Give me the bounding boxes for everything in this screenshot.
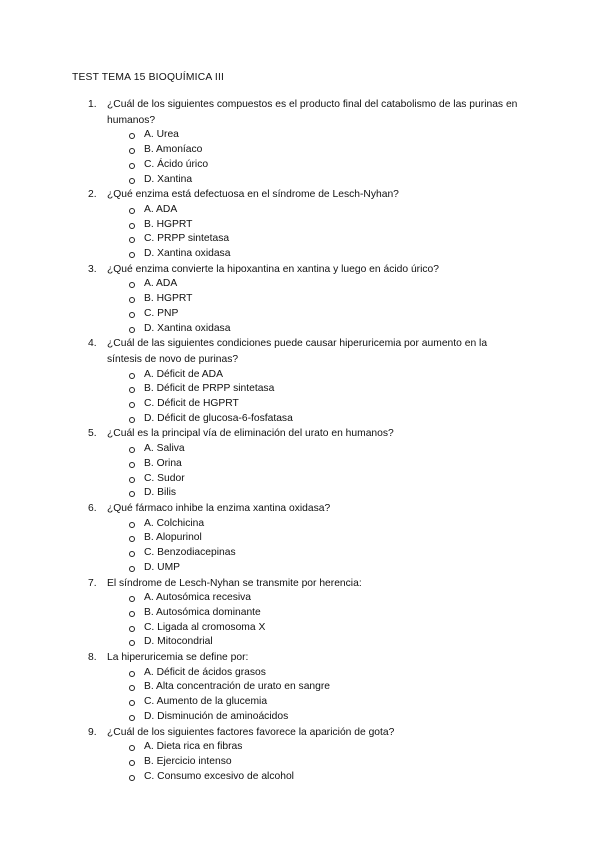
question-text: ¿Cuál de las siguientes condiciones puede causar hiperuricemia por aumento en la síntesis de novo de purinas?	[107, 338, 488, 365]
bullet-icon	[129, 297, 135, 303]
option-text: C. PNP	[144, 307, 179, 319]
question-text: ¿Qué enzima está defectuosa en el síndrome de Lesch-Nyhan?	[107, 189, 399, 201]
option-text: D. Mitocondrial	[144, 636, 213, 648]
bullet-icon	[129, 566, 135, 572]
option-text: A. Déficit de ácidos grasos	[144, 666, 266, 678]
question	[0, 576, 600, 651]
option-text: C. Ácido úrico	[144, 158, 209, 170]
option	[0, 143, 600, 158]
question	[0, 336, 600, 426]
question	[0, 650, 600, 725]
option-text: D. Bilis	[144, 487, 177, 499]
option	[0, 695, 600, 710]
bullet-icon	[129, 208, 135, 214]
bullet-icon	[129, 626, 135, 632]
option-text: D. Disminución de aminoácidos	[144, 710, 289, 722]
option	[0, 680, 600, 695]
question-number: 1.	[88, 99, 97, 110]
option	[0, 397, 600, 412]
option-text: A. Colchicina	[144, 517, 205, 529]
question-number: 3.	[88, 263, 97, 275]
bullet-icon	[129, 447, 135, 453]
option	[0, 457, 600, 472]
question-text: ¿Cuál es la principal vía de eliminación del urato en humanos?	[107, 428, 394, 440]
option-text: C. PRPP sintetasa	[144, 233, 230, 245]
option	[0, 247, 600, 262]
option	[0, 218, 600, 233]
question-list	[0, 97, 600, 784]
bullet-icon	[129, 477, 135, 483]
bullet-icon	[129, 237, 135, 243]
bullet-icon	[129, 760, 135, 766]
option-text: A. Déficit de ADA	[144, 368, 223, 380]
option	[0, 666, 600, 681]
question	[0, 97, 600, 187]
option-text: A. Dieta rica en fibras	[144, 741, 243, 753]
bullet-icon	[129, 223, 135, 229]
option	[0, 232, 600, 247]
option	[0, 203, 600, 218]
question-text: El síndrome de Lesch-Nyhan se transmite por herencia:	[107, 577, 362, 589]
bullet-icon	[129, 596, 135, 602]
option-text: B. Amoníaco	[144, 144, 203, 156]
bullet-icon	[129, 282, 135, 288]
question	[0, 501, 600, 576]
option	[0, 307, 600, 322]
option-text: B. Orina	[144, 457, 182, 469]
option	[0, 606, 600, 621]
option	[0, 486, 600, 501]
bullet-icon	[129, 775, 135, 781]
question	[0, 426, 600, 501]
bullet-icon	[129, 551, 135, 557]
bullet-icon	[129, 522, 135, 528]
bullet-icon	[129, 700, 135, 706]
bullet-icon	[129, 611, 135, 617]
bullet-icon	[129, 327, 135, 333]
option	[0, 770, 600, 785]
bullet-icon	[129, 373, 135, 379]
bullet-icon	[129, 312, 135, 318]
option	[0, 322, 600, 337]
option	[0, 635, 600, 650]
question-number: 9.	[88, 726, 97, 738]
option	[0, 277, 600, 292]
question	[0, 262, 600, 337]
bullet-icon	[129, 671, 135, 677]
option	[0, 561, 600, 576]
question-text: ¿Qué fármaco inhibe la enzima xantina oxidasa?	[107, 502, 331, 514]
bullet-icon	[129, 462, 135, 468]
question	[0, 725, 600, 785]
bullet-icon	[129, 178, 135, 184]
option	[0, 591, 600, 606]
option-text: D. Xantina	[144, 173, 193, 185]
option	[0, 740, 600, 755]
option-text: C. Sudor	[144, 472, 185, 484]
bullet-icon	[129, 163, 135, 169]
option-text: B. Alta concentración de urato en sangre	[144, 681, 331, 693]
option	[0, 292, 600, 307]
bullet-icon	[129, 536, 135, 542]
option	[0, 621, 600, 636]
option-text: A. Saliva	[144, 443, 185, 455]
option-text: C. Benzodiacepinas	[144, 547, 236, 559]
option-text: C. Aumento de la glucemia	[144, 696, 268, 708]
page-title: TEST TEMA 15 BIOQUÍMICA III	[72, 72, 225, 83]
option-text: B. Autosómica dominante	[144, 606, 261, 618]
option	[0, 158, 600, 173]
bullet-icon	[129, 387, 135, 393]
question-number: 5.	[88, 428, 97, 440]
option-text: A. Urea	[144, 129, 179, 141]
bullet-icon	[129, 491, 135, 497]
option	[0, 442, 600, 457]
bullet-icon	[129, 417, 135, 423]
bullet-icon	[129, 685, 135, 691]
option-text: C. Consumo excesivo de alcohol	[144, 770, 294, 782]
option	[0, 368, 600, 383]
question-text: ¿Cuál de los siguientes factores favorece la aparición de gota?	[107, 726, 395, 738]
question-number: 4.	[88, 338, 97, 350]
option-text: D. Déficit de glucosa-6-fosfatasa	[144, 412, 293, 424]
option-text: B. Alopurinol	[144, 532, 202, 544]
question-text: La hiperuricemia se define por:	[107, 652, 249, 664]
option	[0, 412, 600, 427]
option	[0, 472, 600, 487]
bullet-icon	[129, 252, 135, 258]
option	[0, 128, 600, 143]
option-text: C. Déficit de HGPRT	[144, 398, 239, 410]
option	[0, 546, 600, 561]
option	[0, 531, 600, 546]
option-text: B. Déficit de PRPP sintetasa	[144, 383, 275, 395]
question-text: ¿Qué enzima convierte la hipoxantina en xantina y luego en ácido úrico?	[107, 263, 439, 275]
bullet-icon	[129, 402, 135, 408]
option	[0, 710, 600, 725]
bullet-icon	[129, 133, 135, 139]
bullet-icon	[129, 640, 135, 646]
question-number: 8.	[88, 652, 97, 664]
option-text: D. UMP	[144, 561, 181, 573]
option	[0, 517, 600, 532]
option	[0, 755, 600, 770]
option-text: D. Xantina oxidasa	[144, 322, 231, 334]
option-text: C. Ligada al cromosoma X	[144, 621, 266, 633]
bullet-icon	[129, 745, 135, 751]
option-text: D. Xantina oxidasa	[144, 248, 231, 260]
bullet-icon	[129, 715, 135, 721]
option	[0, 382, 600, 397]
question-text: ¿Cuál de los siguientes compuestos es el producto final del catabolismo de las purinas en humanos?	[107, 99, 518, 126]
option-text: B. HGPRT	[144, 293, 193, 305]
question	[0, 187, 600, 262]
option-text: A. ADA	[144, 203, 178, 215]
option-text: A. ADA	[144, 278, 178, 290]
option-text: B. Ejercicio intenso	[144, 755, 232, 767]
question-number: 2.	[88, 189, 97, 201]
question-number: 6.	[88, 502, 97, 514]
option	[0, 173, 600, 188]
bullet-icon	[129, 148, 135, 154]
option-text: A. Autosómica recesiva	[144, 592, 252, 604]
option-text: B. HGPRT	[144, 218, 193, 230]
question-number: 7.	[88, 577, 97, 589]
